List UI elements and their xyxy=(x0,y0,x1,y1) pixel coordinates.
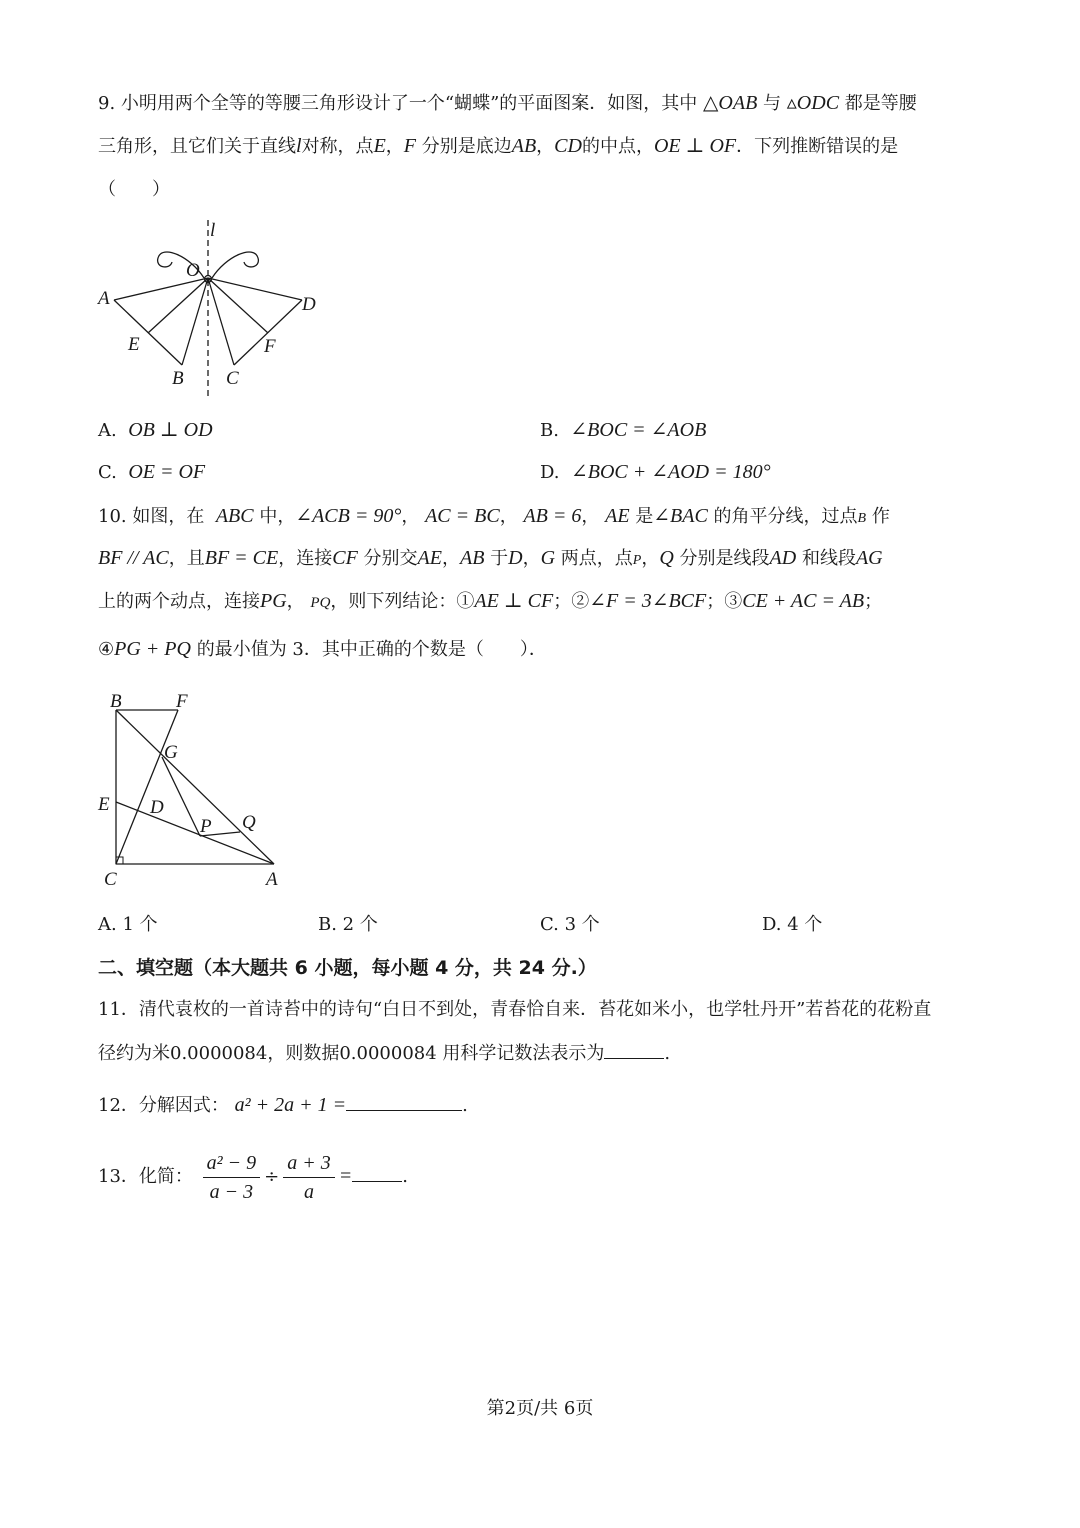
q9-option-c[interactable]: C. OE = OF xyxy=(98,461,206,483)
svg-text:P: P xyxy=(200,816,212,837)
svg-text:E: E xyxy=(128,334,140,355)
svg-text:E: E xyxy=(98,794,110,815)
q10-line2: BF // AC，且BF = CE，连接CF 分别交AE，AB 于D，G 两点，点P，Q 分别是线段AD 和线段AG xyxy=(98,547,883,569)
svg-text:A: A xyxy=(266,869,278,890)
q10-figure xyxy=(94,686,294,892)
q9-paren: （ ） xyxy=(98,179,170,200)
svg-text:F: F xyxy=(176,691,188,712)
q9-line2: 三角形，且它们关于直线l对称，点E，F 分别是底边AB，CD的中点，OE ⊥ OF．下列推断错误的是 xyxy=(98,135,899,157)
q9-figure xyxy=(92,212,332,402)
svg-text:C: C xyxy=(104,869,117,890)
svg-text:F: F xyxy=(264,336,276,357)
q13-fraction-1: $\frac{\text{a² − 9}}{a - 3}$ xyxy=(203,1149,261,1206)
svg-text:C: C xyxy=(226,368,239,389)
q10-option-a[interactable]: A. 1 个 xyxy=(98,914,158,935)
q12-answer-blank[interactable] xyxy=(346,1092,462,1111)
q13-line: 13．化简： $\frac{\text{a² − 9}}{a - 3}$ ÷ $\frac{a + 3}{a}$ = . xyxy=(98,1146,408,1207)
q10-line4: ④PG + PQ 的最小值为 3．其中正确的个数是（ ）． xyxy=(98,638,547,660)
q12-line: 12．分解因式： a² + 2a + 1 = . xyxy=(98,1094,468,1116)
svg-text:D: D xyxy=(150,797,164,818)
q11-line2: 径约为米0.0000084，则数据0.0000084 用科学记数法表示为 . xyxy=(98,1040,670,1067)
svg-text:O: O xyxy=(186,260,200,281)
q11-line1: 11．清代袁枚的一首诗苔中的诗句“白日不到处，青春恰自来．苔花如米小，也学牡丹开”若苔花的花粉直 xyxy=(98,999,932,1020)
q13-answer-blank[interactable] xyxy=(352,1163,402,1182)
q10-option-d[interactable]: D. 4 个 xyxy=(762,914,823,935)
q11-answer-blank[interactable] xyxy=(604,1040,664,1059)
page-footer: 第2页/共 6页 xyxy=(486,1398,594,1419)
q9-option-d[interactable]: D. ∠BOC + ∠AOD = 180° xyxy=(540,461,771,483)
section-2-heading: 二、填空题（本大题共 6 小题，每小题 4 分，共 24 分.） xyxy=(98,957,597,979)
svg-text:A: A xyxy=(98,288,110,309)
svg-text:B: B xyxy=(172,368,184,389)
q13-fraction-2: $\frac{a + 3}{a}$ xyxy=(283,1149,335,1206)
q10-line3: 上的两个动点，连接PG， PQ，则下列结论：①AE ⊥ CF；②∠F = 3∠BCF；③CE + AC = AB； xyxy=(98,590,883,612)
q9-option-a[interactable]: A. OB ⊥ OD xyxy=(98,419,213,441)
svg-text:D: D xyxy=(302,294,316,315)
q10-option-b[interactable]: B. 2 个 xyxy=(318,914,378,935)
svg-text:l: l xyxy=(210,220,216,241)
svg-text:B: B xyxy=(110,691,122,712)
q9-option-b[interactable]: B. ∠BOC = ∠AOB xyxy=(540,419,707,441)
q10-option-c[interactable]: C. 3 个 xyxy=(540,914,600,935)
q10-line1: 10. 如图，在 ABC 中，∠ACB = 90°， AC = BC， AB = 6， AE 是∠BAC 的角平分线，过点B 作 xyxy=(98,505,890,527)
svg-text:G: G xyxy=(164,742,178,763)
svg-text:Q: Q xyxy=(242,812,256,833)
q9-line1: 9. 小明用两个全等的等腰三角形设计了一个“蝴蝶”的平面图案．如图，其中 △OAB 与 ▵ODC 都是等腰 xyxy=(98,92,917,114)
